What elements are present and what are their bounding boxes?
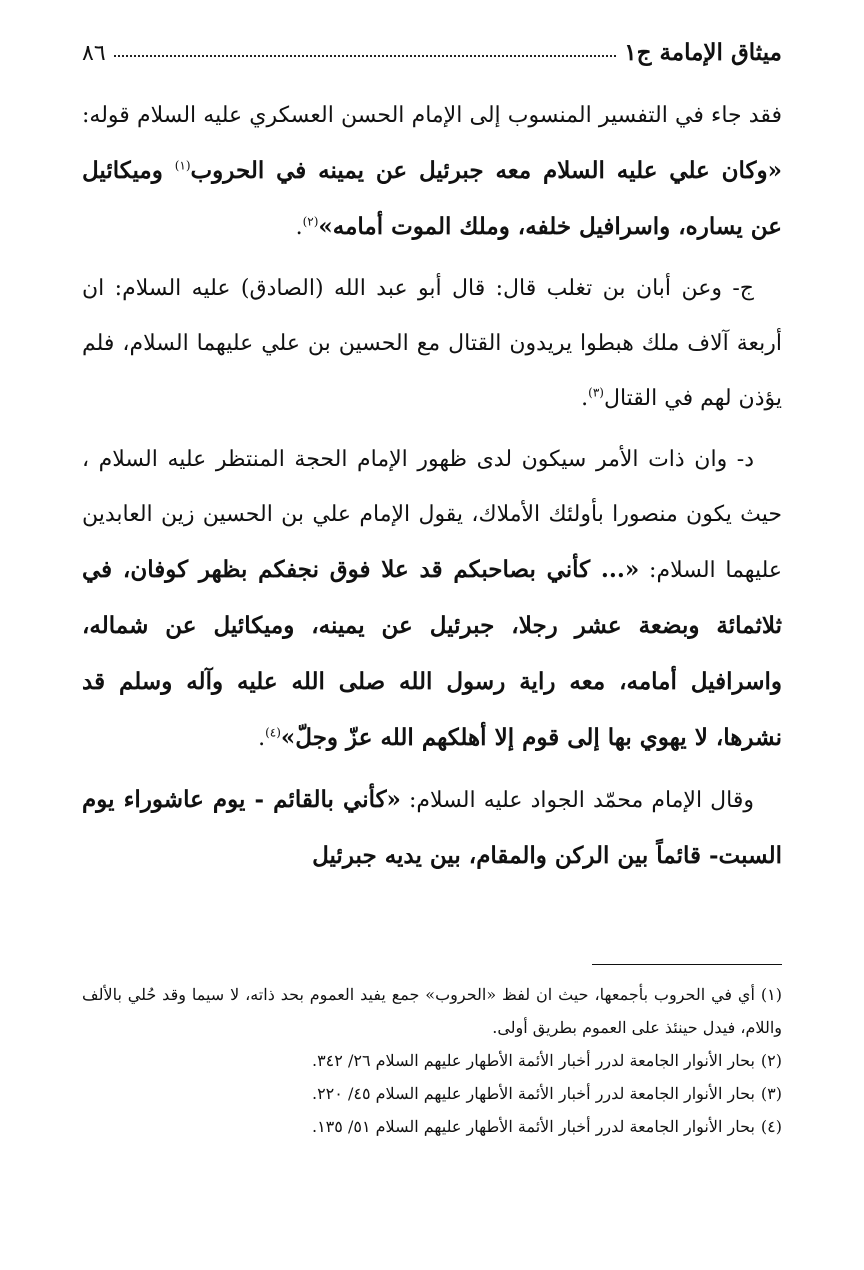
footnote-marker: (٤) <box>265 725 281 740</box>
running-header <box>82 26 782 66</box>
main-text <box>82 88 782 890</box>
footnote-item <box>82 978 782 1044</box>
book-title: ميثاق الإمامة ج١ <box>624 39 782 66</box>
body-text: فقد جاء في التفسير المنسوب إلى الإمام الحسن العسكري عليه السلام قوله: <box>82 103 782 128</box>
quoted-text: «كأني بالقائم - يوم عاشوراء يوم السبت- قائماً بين الركن والمقام، بين يديه جبرئيل <box>82 786 782 869</box>
footnote-text: بحار الأنوار الجامعة لدرر أخبار الأئمة الأطهار عليهم السلام ٢٦/ ٣٤٢. <box>311 1051 755 1070</box>
body-text: وقال الإمام محمّد الجواد عليه السلام: <box>400 788 755 813</box>
footnote-text: أي في الحروب بأجمعها، حيث ان لفظ «الحروب» جمع يفيد العموم بحد ذاته، لا سيما وقد حُلي بالألف واللام، فيدل حينئذ على العموم بطريق أولى. <box>82 985 782 1037</box>
footnote-separator <box>592 964 782 965</box>
footnote-marker: (٢) <box>302 214 319 229</box>
paragraph <box>82 432 782 766</box>
quoted-text: وميكائيل عن يساره، واسرافيل خلفه، وملك الموت أمامه» <box>82 157 782 240</box>
footnote-item <box>82 1077 782 1110</box>
footnote-text: بحار الأنوار الجامعة لدرر أخبار الأئمة الأطهار عليهم السلام ٤٥/ ٢٢٠. <box>311 1084 755 1103</box>
footnote-item <box>82 1110 782 1143</box>
header-dotted-leader <box>114 55 617 57</box>
footnote-marker: (٣) <box>588 385 604 400</box>
footnotes <box>82 978 782 1143</box>
page-number: ٨٦ <box>82 41 106 66</box>
footnote-number: (٣) <box>760 1084 782 1103</box>
footnote-number: (١) <box>760 985 782 1004</box>
paragraph <box>82 88 782 255</box>
body-text: . <box>581 386 589 411</box>
body-text: د- وان ذات الأمر سيكون لدى ظهور الإمام الحجة المنتظر عليه السلام ، حيث يكون منصورا بأولئك الأملاك، يقول الإمام علي بن الحسين زين العابدين عليهما السلام: <box>82 447 783 583</box>
body-text: ج- وعن أبان بن تغلب قال: قال أبو عبد الله (الصادق) عليه السلام: ان أربعة آلاف ملك هبطوا يريدون القتال مع الحسين بن علي عليهما السلام، فلم يؤذن لهم في القتال <box>82 276 782 411</box>
paragraph <box>82 261 782 426</box>
footnote-text: بحار الأنوار الجامعة لدرر أخبار الأئمة الأطهار عليهم السلام ٥١/ ١٣٥. <box>311 1117 755 1136</box>
paragraph <box>82 772 782 884</box>
body-text: . <box>258 726 266 751</box>
quoted-text: «وكان علي عليه السلام معه جبرئيل عن يمينه في الحروب <box>190 157 782 184</box>
footnote-number: (٤) <box>760 1117 782 1136</box>
footnote-marker: (١) <box>174 158 191 173</box>
footnote-number: (٢) <box>760 1051 782 1070</box>
quoted-text: «... كأني بصاحبكم قد علا فوق نجفكم بظهر كوفان، في ثلاثمائة وبضعة عشر رجلا، جبرئيل عن يمينه، وميكائيل عن شماله، واسرافيل أمامه، معه راية رسول الله صلى الله عليه وآله وسلم قد نشرها، لا يهوي بها إلى قوم إلا أهلكهم الله عزّ وجلّ» <box>82 556 782 751</box>
body-text: . <box>295 215 303 240</box>
footnote-item <box>82 1044 782 1077</box>
